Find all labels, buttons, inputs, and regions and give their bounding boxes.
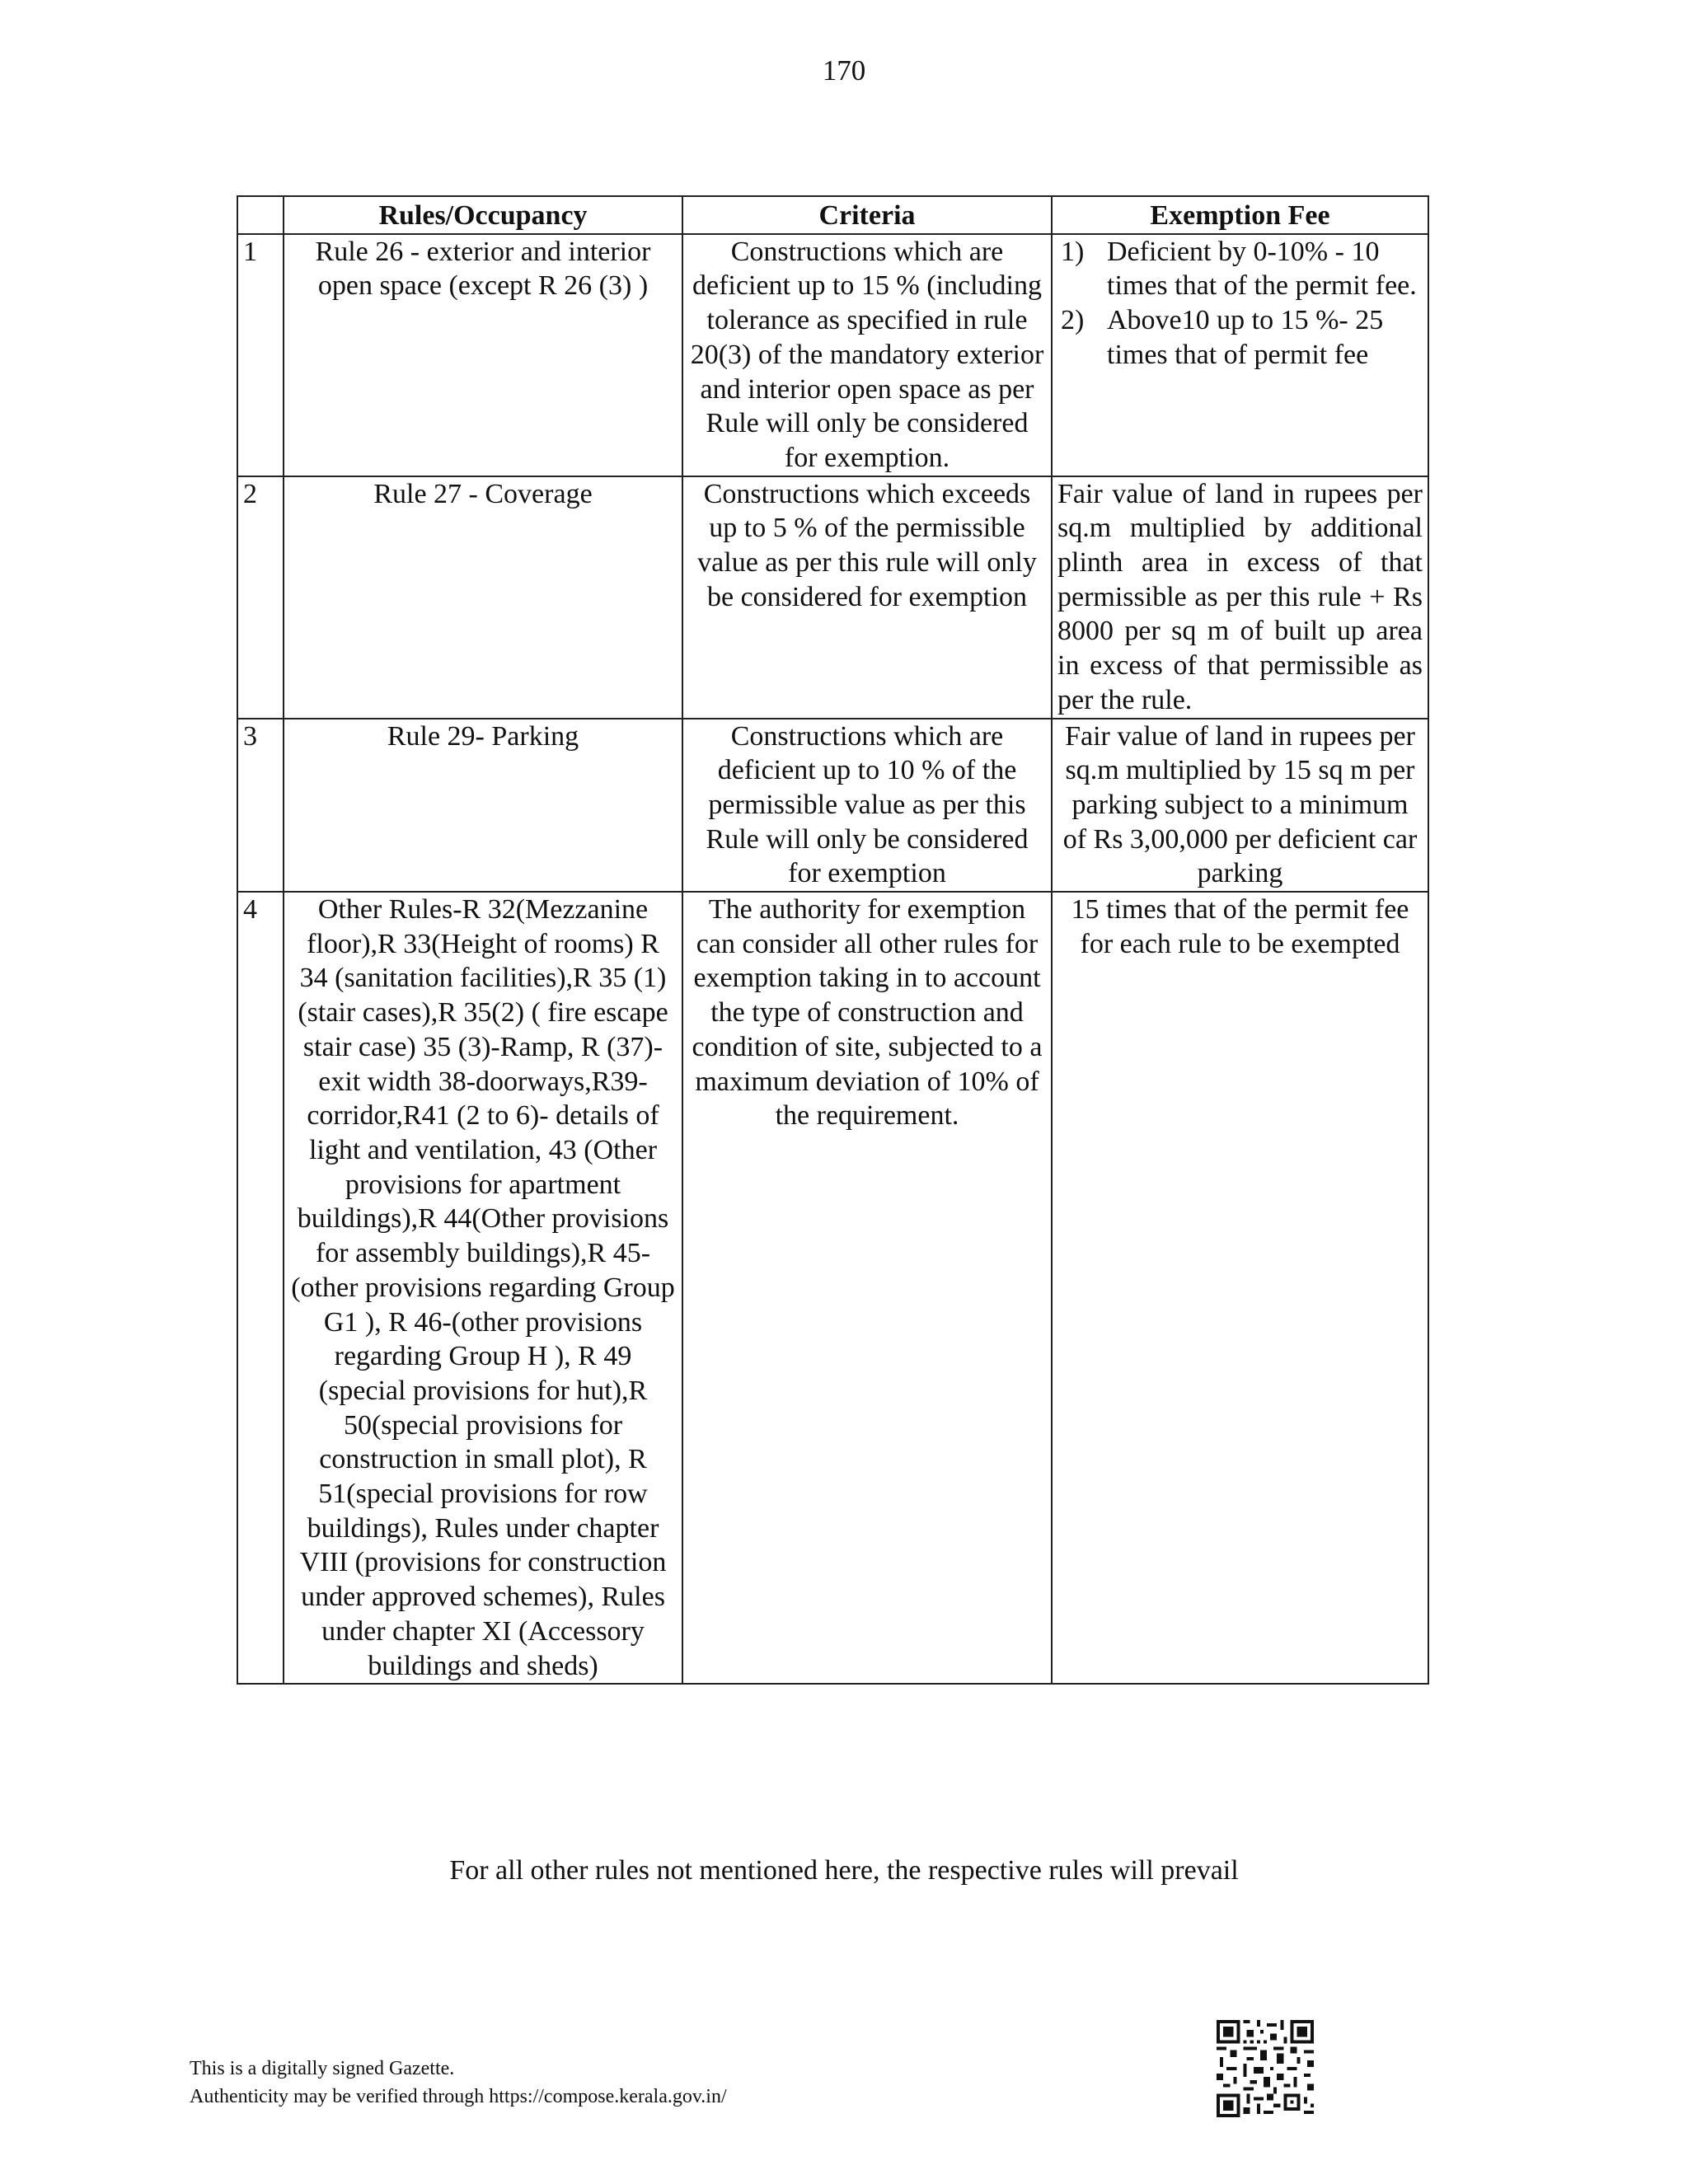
rule-cell: Other Rules-R 32(Mezzanine floor),R 33(Height of rooms) R 34 (sanitation facilities),R 35 (1) (stair cases),R 35(2) ( fire escape stair case) 35 (3)-Ramp, R (37)-exit width 38-doorways,R39- corridor,R41 (2 to 6)- details of light and ventilation, 43 (Other provisions for apartment buildings),R 44(Other provisions for assembly buildings),R 45-(other provisions regarding Group G1 ), R 46-(other provisions regarding Group H ), R 49 (special provisions for hut),R 50(special provisions for construction in small plot), R 51(special provisions for row buildings), Rules under chapter VIII (provisions for construction under approved schemes), Rules under chapter XI (Accessory buildings and sheds): [284, 892, 682, 1684]
table-row: [237, 234, 1428, 476]
fee-list: [1057, 235, 1423, 373]
table-row: [237, 476, 1428, 719]
qr-code-icon: [1217, 2020, 1314, 2117]
fee-list-marker: 2): [1061, 305, 1085, 336]
row-number: 2: [237, 476, 284, 719]
header-num: [237, 196, 284, 234]
closing-note: For all other rules not mentioned here, the respective rules will prevail: [449, 1855, 1239, 1886]
page-number: 170: [822, 54, 866, 87]
fee-cell: 15 times that of the permit fee for each rule to be exempted: [1052, 892, 1428, 1684]
header-rules-occupancy: Rules/Occupancy: [284, 196, 682, 234]
fee-cell: Fair value of land in rupees per sq.m multiplied by additional plinth area in excess of that permissible as per this rule + Rs 8000 per sq m of built up area in excess of that permissible as per the rule.: [1052, 476, 1428, 719]
row-number: 3: [237, 719, 284, 893]
fee-cell: [1052, 234, 1428, 476]
rule-cell: Rule 26 - exterior and interior open space (except R 26 (3) ): [284, 234, 682, 476]
criteria-cell: Constructions which are deficient up to 15 % (including tolerance as specified in rule 20(3) of the mandatory exterior and interior open space as per Rule will only be considered for exemption.: [682, 234, 1052, 476]
table-header-row: [237, 196, 1428, 234]
fee-list-item: [1057, 303, 1423, 372]
table-row: [237, 892, 1428, 1684]
table-row: [237, 719, 1428, 893]
criteria-cell: Constructions which exceeds up to 5 % of the permissible value as per this rule will only be considered for exemption: [682, 476, 1052, 719]
fee-list-text: Deficient by 0-10% - 10 times that of the permit fee.: [1107, 236, 1417, 302]
header-exemption-fee: Exemption Fee: [1052, 196, 1428, 234]
verification-line: Authenticity may be verified through https://compose.kerala.gov.in/: [190, 2086, 727, 2107]
exemption-table: [237, 195, 1429, 1685]
criteria-cell: Constructions which are deficient up to 10 % of the permissible value as per this Rule will only be considered for exemption: [682, 719, 1052, 893]
rule-cell: Rule 27 - Coverage: [284, 476, 682, 719]
signature-line: This is a digitally signed Gazette.: [190, 2058, 455, 2079]
fee-cell: Fair value of land in rupees per sq.m multiplied by 15 sq m per parking subject to a minimum of Rs 3,00,000 per deficient car parking: [1052, 719, 1428, 893]
criteria-cell: The authority for exemption can consider all other rules for exemption taking in to account the type of construction and condition of site, subjected to a maximum deviation of 10% of the requirement.: [682, 892, 1052, 1684]
rule-cell: Rule 29- Parking: [284, 719, 682, 893]
row-number: 1: [237, 234, 284, 476]
header-criteria: Criteria: [682, 196, 1052, 234]
row-number: 4: [237, 892, 284, 1684]
fee-list-text: Above10 up to 15 %- 25 times that of permit fee: [1107, 305, 1384, 370]
digital-signature-note: [190, 2055, 727, 2111]
fee-list-marker: 1): [1061, 236, 1085, 267]
fee-list-item: [1057, 235, 1423, 303]
